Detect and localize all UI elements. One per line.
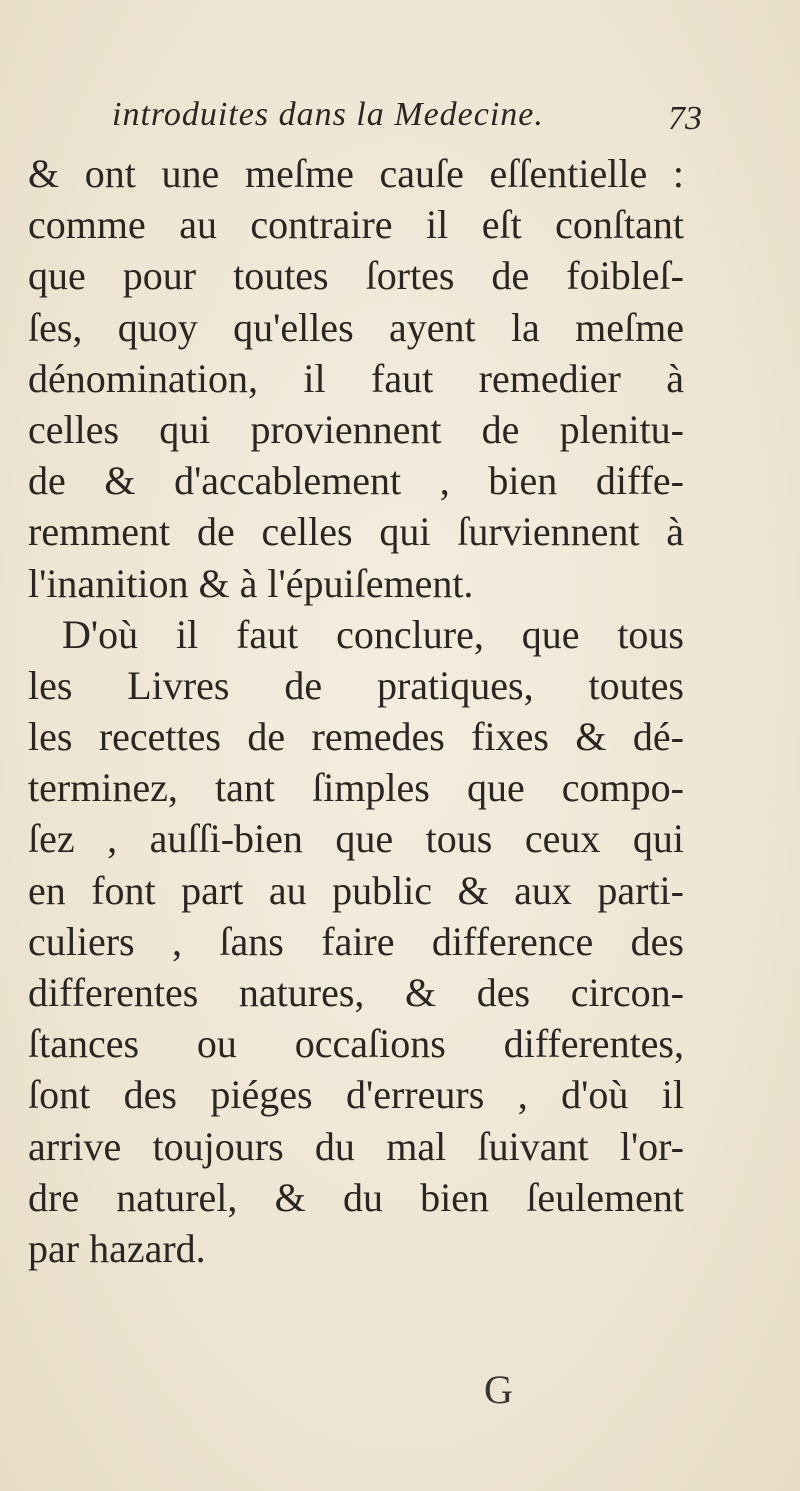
text-line: dre naturel, & du bien ſeulement xyxy=(28,1174,684,1220)
running-head: introduites dans la Medecine. xyxy=(112,96,544,133)
text-line: dénomination, il faut remedier à xyxy=(28,355,684,401)
paragraph-1 xyxy=(28,148,684,609)
text-line: remment de celles qui ſurviennent à xyxy=(28,509,684,555)
text-line: en font part au public & aux parti- xyxy=(28,867,684,913)
signature-mark: G xyxy=(484,1367,513,1412)
text-line: ſtances ou occaſions differentes, xyxy=(28,1021,684,1067)
text-line: par hazard. xyxy=(28,1225,206,1271)
text-line: les recettes de remedes fixes & dé- xyxy=(28,714,684,760)
text-line: que pour toutes ſortes de foibleſ- xyxy=(28,253,684,299)
text-line: terminez, tant ſimples que compo- xyxy=(28,765,684,811)
text-line: differentes natures, & des circon- xyxy=(28,970,684,1015)
text-line: ſont des piéges d'erreurs , d'où il xyxy=(28,1072,684,1118)
page-number: 73 xyxy=(668,100,702,137)
text-line: celles qui proviennent de plenitu- xyxy=(28,406,684,452)
text-line: & ont une meſme cauſe eſſentielle : xyxy=(28,151,684,196)
text-line: arrive toujours du mal ſuivant l'or- xyxy=(28,1123,684,1169)
text-line: culiers , ſans faire difference des xyxy=(28,918,684,964)
text-line: D'où il faut conclure, que tous xyxy=(62,611,684,657)
text-line: l'inanition & à l'épuiſement. xyxy=(28,560,474,606)
page-header xyxy=(112,96,702,146)
text-line: les Livres de pratiques, toutes xyxy=(28,662,684,708)
text-line: comme au contraire il eſt conſtant xyxy=(28,202,684,248)
text-line: ſes, quoy qu'elles ayent la meſme xyxy=(28,304,684,350)
text-line: ſez , auſſi-bien que tous ceux qui xyxy=(28,816,684,862)
paragraph-2 xyxy=(28,609,684,1274)
text-line: de & d'accablement , bien diffe- xyxy=(28,458,684,504)
body-text xyxy=(28,148,684,1274)
